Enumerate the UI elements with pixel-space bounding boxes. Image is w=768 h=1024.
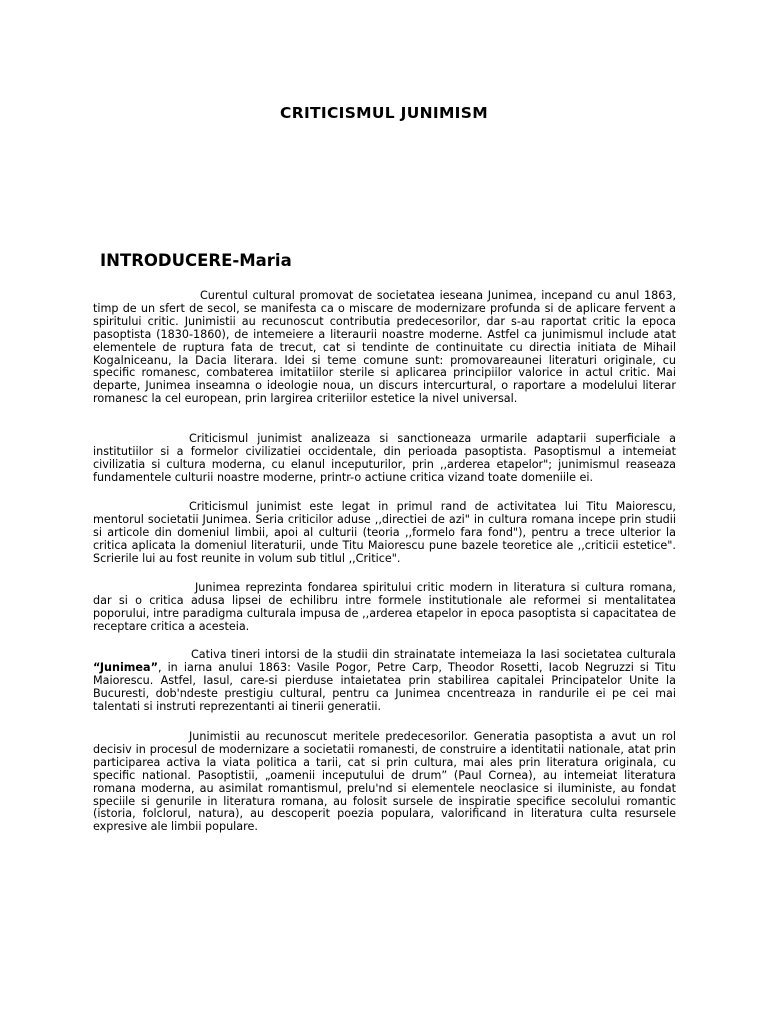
paragraph-1	[93, 290, 676, 406]
paragraph-5-text-before: Cativa tineri intorsi de la studii din strainatate intemeiaza la Iasi societatea culturala	[191, 648, 676, 661]
section-heading: INTRODUCERE-Maria	[100, 251, 292, 270]
paragraph-5	[93, 649, 676, 714]
paragraph-6	[93, 731, 676, 834]
paragraph-2-text: Criticismul junimist analizeaza si sanctioneaza urmarile adaptarii superficiale a institutiilor si a formelor civilizatiei occidentale, din perioada pasoptista. Pasoptismul a intemeiat civilizatia si cultura moderna, cu elanul inceputurilor, prin ,,arderea etapelor"; junimismul reaseaza fundamentele culturii noastre moderne, printr-o actiune critica vizand toate domeniile ei.	[93, 432, 676, 484]
junimea-bold-name: “Junimea”	[93, 660, 158, 674]
document-title: CRITICISMUL JUNIMISM	[280, 104, 488, 122]
paragraph-4-text: Junimea reprezinta fondarea spiritului critic modern in literatura si cultura romana, dar si o critica adusa lipsei de echilibru intre formele institutionale ale reformei si mentalitatea poporului, intre paradigma culturala impusa de ,,arderea etapelor in epoca pasoptista si capacitatea de receptare critica a acesteia.	[93, 581, 676, 633]
paragraph-2	[93, 433, 676, 485]
paragraph-3-text: Criticismul junimist este legat in primul rand de activitatea lui Titu Maiorescu, mentorul societatii Junimea. Seria criticilor aduse ,,directiei de azi" in cultura romana incepe prin studii si articole din domeniul limbii, apoi al culturii (teoria ,,formelo fara fond"), pentru a trece ulterior la critica aplicata la domeniul literaturii, unde Titu Maiorescu pune bazele teoretice ale ,,criticii estetice". Scrierile lui au fost reunite in volum sub titlul ,,Critice".	[93, 500, 676, 565]
paragraph-5-text-after: , in iarna anului 1863: Vasile Pogor, Petre Carp, Theodor Rosetti, Iacob Negruzzi si Titu Maiorescu. Astfel, Iasul, care-si pierduse intaietatea prin stabilirea capitalei Principatelor Unite la Bucuresti, dob'ndeste prestigiu cultural, pentru ca Junimea cncentreaza in randurile ei pe cei mai talentati si instruti reprezentanti ai tinerii generatii.	[93, 660, 676, 713]
paragraph-6-text: Junimistii au recunoscut meritele predecesorilor. Generatia pasoptista a avut un rol decisiv in procesul de modernizare a societatii romanesti, de construire a identitatii nationale, atat prin participarea activa la viata politica a tarii, cat si prin cultura, mai ales prin literatura originala, cu specific national. Pasoptistii, „oamenii inceputului de drum” (Paul Cornea), au intemeiat literatura romana moderna, au asimilat romantismul, prelu'nd si elementele neoclasice si iluministe, au fondat speciile si genurile in literatura romana, au folosit sursele de inspiratie specifice secolului romantic (istoria, folclorul, natura), au descoperit poezia populara, valorificand in literatura culta resursele expresive ale limbii populare.	[93, 730, 676, 834]
paragraph-1-text: Curentul cultural promovat de societatea ieseana Junimea, incepand cu anul 1863, timp de un sfert de secol, se manifesta ca o miscare de modernizare profunda si de aplicare fervent a spiritului critic. Junimistii au recunoscut contributia predecesorilor, dar s-au raportat critic la epoca pasoptista (1830-1860), de intemeiere a literaurii noastre moderne. Astfel ca junimismul include atat elementele de ruptura fata de trecut, cat si tendinte de continuitate cu directia initiata de Mihail Kogalniceanu, la Dacia literara. Idei si teme comune sunt: promovareaunei literaturi originale, cu specific romanesc, combaterea imitatiilor sterile si aplicarea principiilor valorice in actul critic. Mai departe, Junimea inseamna o ideologie noua, un discurs intercurtural, o raportare a modelului literar romanesc la cel european, prin largirea criteriilor estetice la nivel universal.	[93, 289, 676, 406]
paragraph-4	[93, 582, 676, 634]
paragraph-3	[93, 501, 676, 566]
